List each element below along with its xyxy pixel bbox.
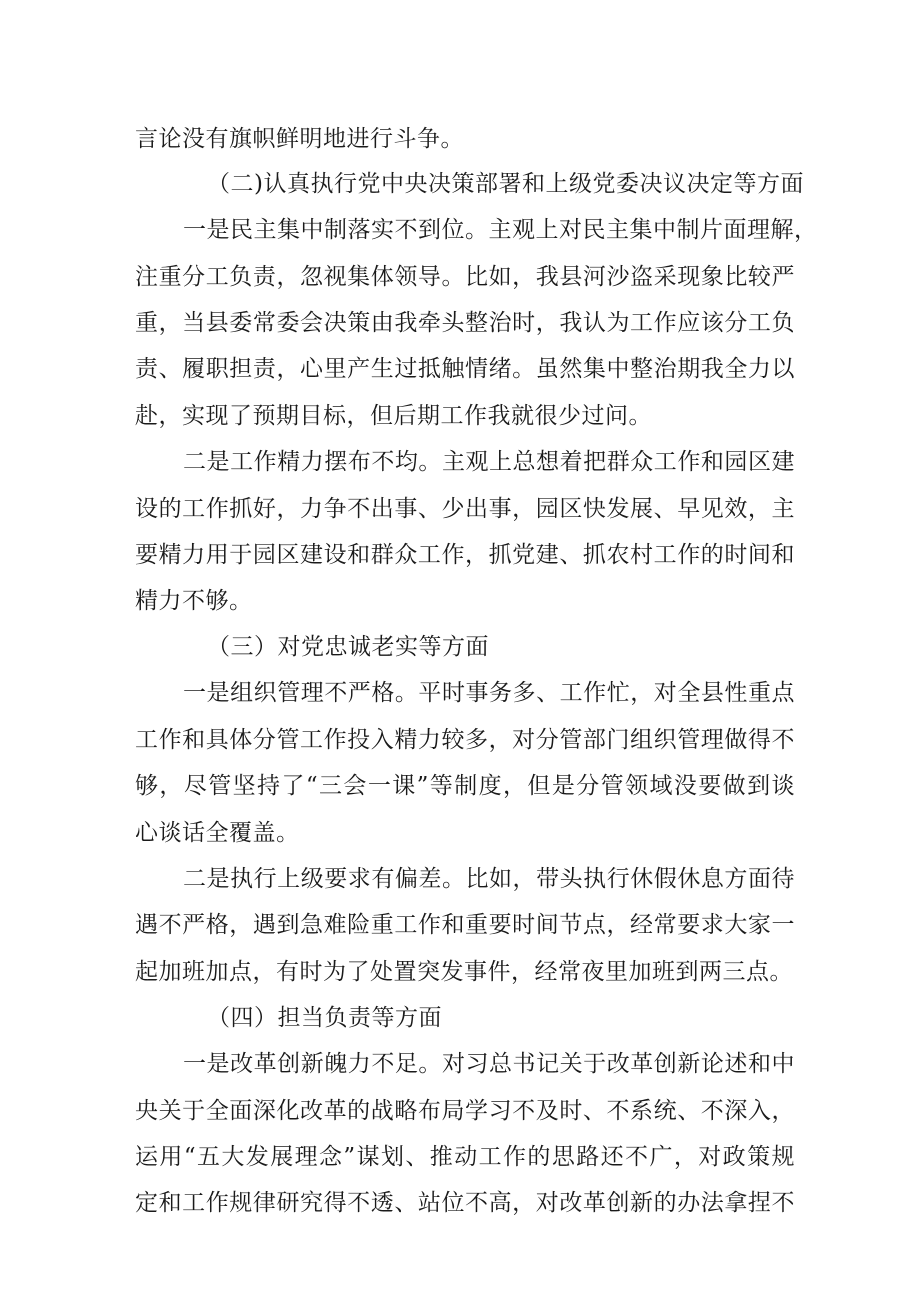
section-heading: （二)认真执行党中央决策部署和上级党委决议决定等方面 xyxy=(207,171,804,197)
text-line: 设的工作抓好，力争不出事、少出事，园区快发展、早见效，主 xyxy=(135,496,795,522)
text-line: 言论没有旗帜鲜明地进行斗争。 xyxy=(135,126,464,152)
text-line: 赴，实现了预期目标，但后期工作我就很少过问。 xyxy=(135,403,652,429)
text-line: 遇不严格，遇到急难险重工作和重要时间节点，经常要求大家一 xyxy=(135,912,795,938)
text-line: 注重分工负责，忽视集体领导。比如，我县河沙盗采现象比较严 xyxy=(135,264,795,290)
section-heading: （三）对党忠诚老实等方面 xyxy=(207,634,489,660)
section-heading: （四）担当负责等方面 xyxy=(207,1005,442,1031)
text-line: 重，当县委常委会决策由我牵头整治时，我认为工作应该分工负 xyxy=(135,310,795,336)
text-line: 心谈话全覆盖。 xyxy=(135,820,300,846)
text-line: 工作和具体分管工作投入精力较多，对分管部门组织管理做得不 xyxy=(135,727,795,753)
text-line: 二是工作精力摆布不均。主观上总想着把群众工作和园区建 xyxy=(183,449,795,475)
text-line: 定和工作规律研究得不透、站位不高，对改革创新的办法拿捏不 xyxy=(135,1190,795,1216)
text-line: 央关于全面深化改革的战略布局学习不及时、不系统、不深入， xyxy=(135,1098,795,1124)
text-line: 一是民主集中制落实不到位。主观上对民主集中制片面理解， xyxy=(183,217,818,243)
text-line: 起加班加点，有时为了处置突发事件，经常夜里加班到两三点。 xyxy=(135,959,793,985)
text-line: 一是组织管理不严格。平时事务多、工作忙，对全县性重点 xyxy=(183,680,795,706)
text-line: 精力不够。 xyxy=(135,588,253,614)
text-line: 够，尽管坚持了“三会一课”等制度，但是分管领域没要做到谈 xyxy=(135,773,795,799)
text-line: 一是改革创新魄力不足。对习总书记关于改革创新论述和中 xyxy=(183,1051,795,1077)
text-line: 运用“五大发展理念”谋划、推动工作的思路还不广，对政策规 xyxy=(135,1144,795,1170)
text-line: 责、履职担责，心里产生过抵触情绪。虽然集中整治期我全力以 xyxy=(135,356,795,382)
text-line: 要精力用于园区建设和群众工作，抓党建、抓农村工作的时间和 xyxy=(135,542,795,568)
text-line: 二是执行上级要求有偏差。比如，带头执行休假休息方面待 xyxy=(183,866,795,892)
